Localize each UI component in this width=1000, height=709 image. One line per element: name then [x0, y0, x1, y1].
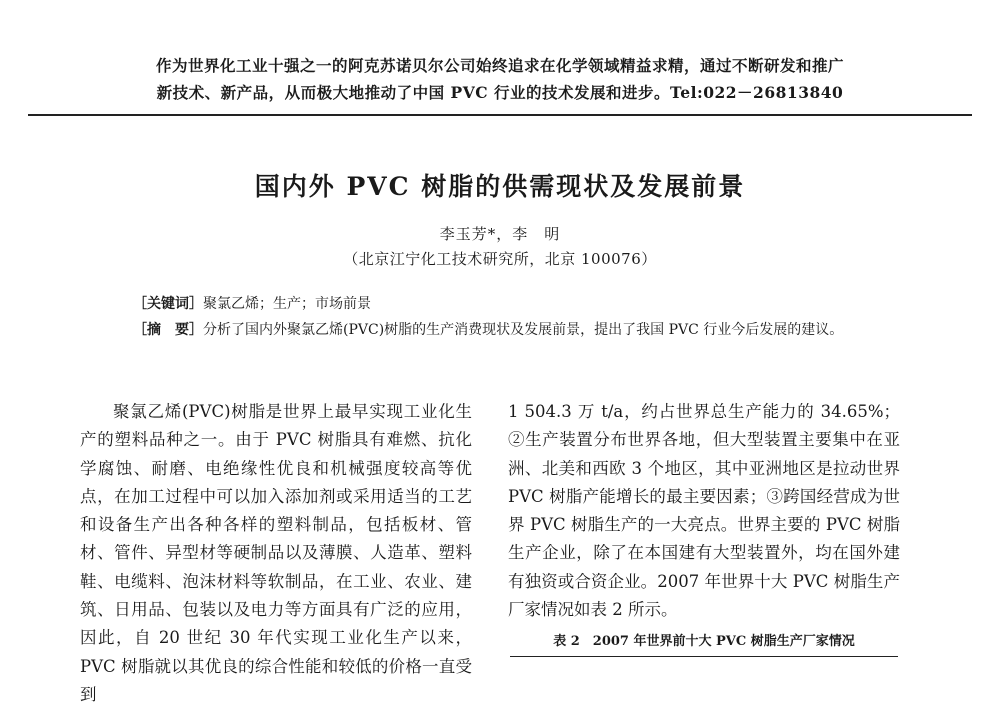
keywords-block [133, 293, 873, 315]
table-caption: 表 2 2007 年世界前十大 PVC 树脂生产厂家情况 [553, 634, 855, 649]
article-authors: 李玉芳*，李 明 [439, 225, 561, 243]
keywords-label: ［关键词］ [133, 296, 203, 312]
article-affiliation: （北京江宁化工技术研究所，北京 100076） [343, 250, 657, 268]
article-title: 国内外 PVC 树脂的供需现状及发展前景 [254, 172, 746, 201]
body-right-column: 1 504.3 万 t/a，约占世界总生产能力的 34.65%；②生产装置分布世界各地，但大型装置主要集中在亚洲、北美和西欧 3 个地区，其中亚洲地区是拉动世界 PVC 树脂产能增长的最主要因素；③跨国经营成为世界 PVC 树脂生产的一大亮点。世界主要的 PVC 树脂生产企业，除了在本国建有大型装置外，均在国外建有独资或合资企业。2007 年世界十大 PVC 树脂生产厂家情况如表 2 所示。 [508, 402, 900, 620]
banner-line-1: 作为世界化工业十强之一的阿克苏诺贝尔公司始终追求在化学领域精益求精，通过不断研发和推广 [155, 56, 844, 75]
abstract-label: ［摘 要］ [133, 322, 203, 338]
banner-divider [28, 114, 972, 116]
header-banner [40, 52, 960, 106]
abstract-block [108, 319, 898, 341]
keywords-text: 聚氯乙烯；生产；市场前景 [203, 296, 371, 312]
banner-line-2: 新技术、新产品，从而极大地推动了中国 PVC 行业的技术发展和进步。Tel:022－26813840 [156, 83, 844, 102]
abstract-text: 分析了国内外聚氯乙烯(PVC)树脂的生产消费现状及发展前景，提出了我国 PVC 行业今后发展的建议。 [203, 322, 844, 338]
body-left-column: 聚氯乙烯(PVC)树脂是世界上最早实现工业化生产的塑料品种之一。由于 PVC 树脂具有难燃、抗化学腐蚀、耐磨、电绝缘性优良和机械强度较高等优点，在加工过程中可以加入添加剂或采用适当的工艺和设备生产出各种各样的塑料制品，包括板材、管材、管件、异型材等硬制品以及薄膜、人造革、塑料鞋、电缆料、泡沫材料等软制品，在工业、农业、建筑、日用品、包装以及电力等方面具有广泛的应用，因此，自 20 世纪 30 年代实现工业化生产以来，PVC 树脂就以其优良的综合性能和较低的价格一直受到 [80, 402, 472, 704]
table-top-rule [510, 656, 898, 657]
